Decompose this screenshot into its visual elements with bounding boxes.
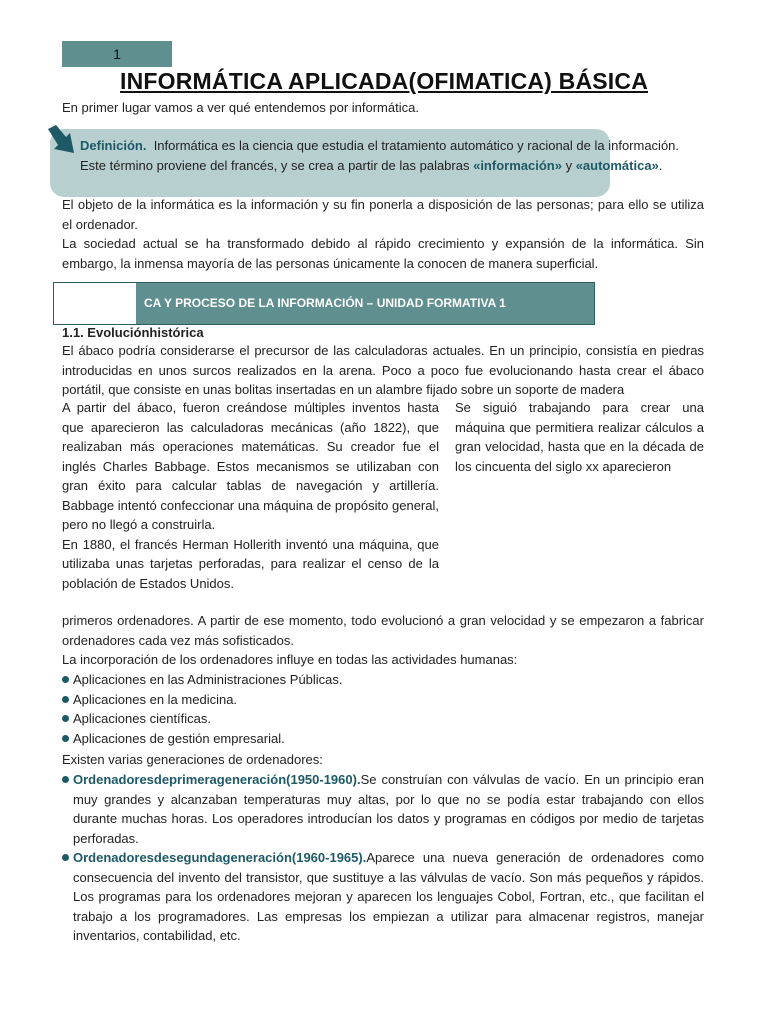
- bullet-icon: [62, 776, 69, 783]
- definition-connector: y: [561, 157, 576, 173]
- list-item-text: Aplicaciones de gestión empresarial.: [73, 730, 285, 746]
- definition-end: .: [658, 157, 663, 173]
- list-item: [62, 709, 704, 729]
- list-item: [62, 670, 704, 690]
- generations-list: [62, 770, 704, 946]
- page-title: INFORMÁTICA APLICADA(OFIMATICA) BÁSICA: [119, 68, 649, 94]
- continuation-paragraph: primeros ordenadores. A partir de ese momento, todo evolucionó a gran velocidad y se empezaron a fabricar ordenadores cada vez más sofisticados.: [62, 613, 704, 648]
- left-column: [62, 398, 439, 593]
- banner-blank-area: [54, 283, 136, 324]
- definition-sentence: Informática es la ciencia que estudia el tratamiento automático y racional de la información.: [153, 138, 680, 153]
- banner-title: CA Y PROCESO DE LA INFORMACIÓN – UNIDAD FORMATIVA 1: [144, 296, 506, 310]
- applications-list: [62, 670, 704, 748]
- bullet-icon: [62, 715, 69, 722]
- generation-title: Ordenadoresdesegundageneración(1960-1965).: [73, 850, 367, 865]
- objeto-paragraph: El objeto de la informática es la información y su fin ponerla a disposición de las personas; para ello se utiliza el ordenador.: [62, 197, 704, 232]
- left-column-paragraph-1: A partir del ábaco, fueron creándose múltiples inventos hasta que aparecieron las calculadoras mecánicas (año 1822), que realizaban más operaciones matemáticas. Su creador fue el inglés Charles Babbage. Estos mecanismos se utilizaban con gran éxito para calcular tablas de navegación y artillería. Babbage intentó confeccionar una máquina de propósito general, pero no llegó a construirla.: [62, 400, 439, 532]
- intro-paragraph: En primer lugar vamos a ver qué entendemos por informática.: [62, 100, 419, 115]
- bullet-icon: [62, 696, 69, 703]
- generation-text: Se construían con válvulas de vacío. En un principio eran muy grandes y alcanzaban temperaturas muy altas, por lo que no se podía estar trabajando con ellos durante muchas horas. Los operadores introducían los datos y programas en códigos por medio de tarjetas perforadas.: [73, 772, 704, 846]
- list-item: [62, 690, 704, 710]
- generation-title: Ordenadoresdeprimerageneración(1950-1960).: [73, 772, 361, 787]
- definition-term-automatica: «automática»: [575, 157, 659, 173]
- generation-text: Aparece una nueva generación de ordenadores como consecuencia del invento del transistor, que sustituye a las válvulas de vacío. Son más pequeños y rápidos. Los programas para los ordenadores mejoran y aparecen los lenguajes Cobol, Fortran, etc., que facilitan el trabajo a los programadores. Las empresas los empiezan a utilizar para almacenar registros, manejar inventarios, contabilidad, etc.: [73, 850, 704, 943]
- list-item: [62, 770, 704, 848]
- definition-label: Definición.: [80, 138, 147, 153]
- left-column-paragraph-2: En 1880, el francés Herman Hollerith inventó una máquina, que utilizaba unas tarjetas perforadas, para realizar el censo de la población de Estados Unidos.: [62, 536, 439, 591]
- list-item-text: Aplicaciones científicas.: [73, 711, 212, 726]
- generations-intro: Existen varias generaciones de ordenadores:: [62, 752, 323, 767]
- definition-origin: Este término proviene del francés, y se crea a partir de las palabras: [80, 157, 474, 173]
- list-item-text: Aplicaciones en las Administraciones Públicas.: [73, 672, 343, 687]
- section-heading: 1.1. Evoluciónhistórica: [62, 325, 204, 340]
- arrow-icon: [44, 123, 78, 157]
- incorporacion-paragraph: La incorporación de los ordenadores influye en todas las actividades humanas:: [62, 652, 518, 667]
- abaco-paragraph: El ábaco podría considerarse el precursor de las calculadoras actuales. En un principio, consistía en piedras introducidas en unos surcos realizados en la arena. Poco a poco fue evolucionando hasta crear el ábaco portátil, que consiste en unas bolitas insertadas en un alambre fijado sobre un soporte de madera: [62, 343, 704, 397]
- list-item: [62, 848, 704, 946]
- unit-banner: [53, 282, 595, 325]
- bullet-icon: [62, 854, 69, 861]
- definition-text: [80, 136, 720, 175]
- bullet-icon: [62, 735, 69, 742]
- definition-term-informacion: «información»: [473, 157, 562, 173]
- sociedad-paragraph: La sociedad actual se ha transformado debido al rápido crecimiento y expansión de la informática. Sin embargo, la inmensa mayoría de las personas únicamente la conocen de manera superficial.: [62, 236, 704, 271]
- right-column-paragraph: Se siguió trabajando para crear una máquina que permitiera realizar cálculos a gran velocidad, hasta que en la década de los cincuenta del siglo xx aparecieron: [455, 400, 704, 474]
- page-number: 1: [62, 41, 172, 67]
- bullet-icon: [62, 676, 69, 683]
- list-item-text: Aplicaciones en la medicina.: [73, 691, 238, 707]
- list-item: [62, 729, 704, 749]
